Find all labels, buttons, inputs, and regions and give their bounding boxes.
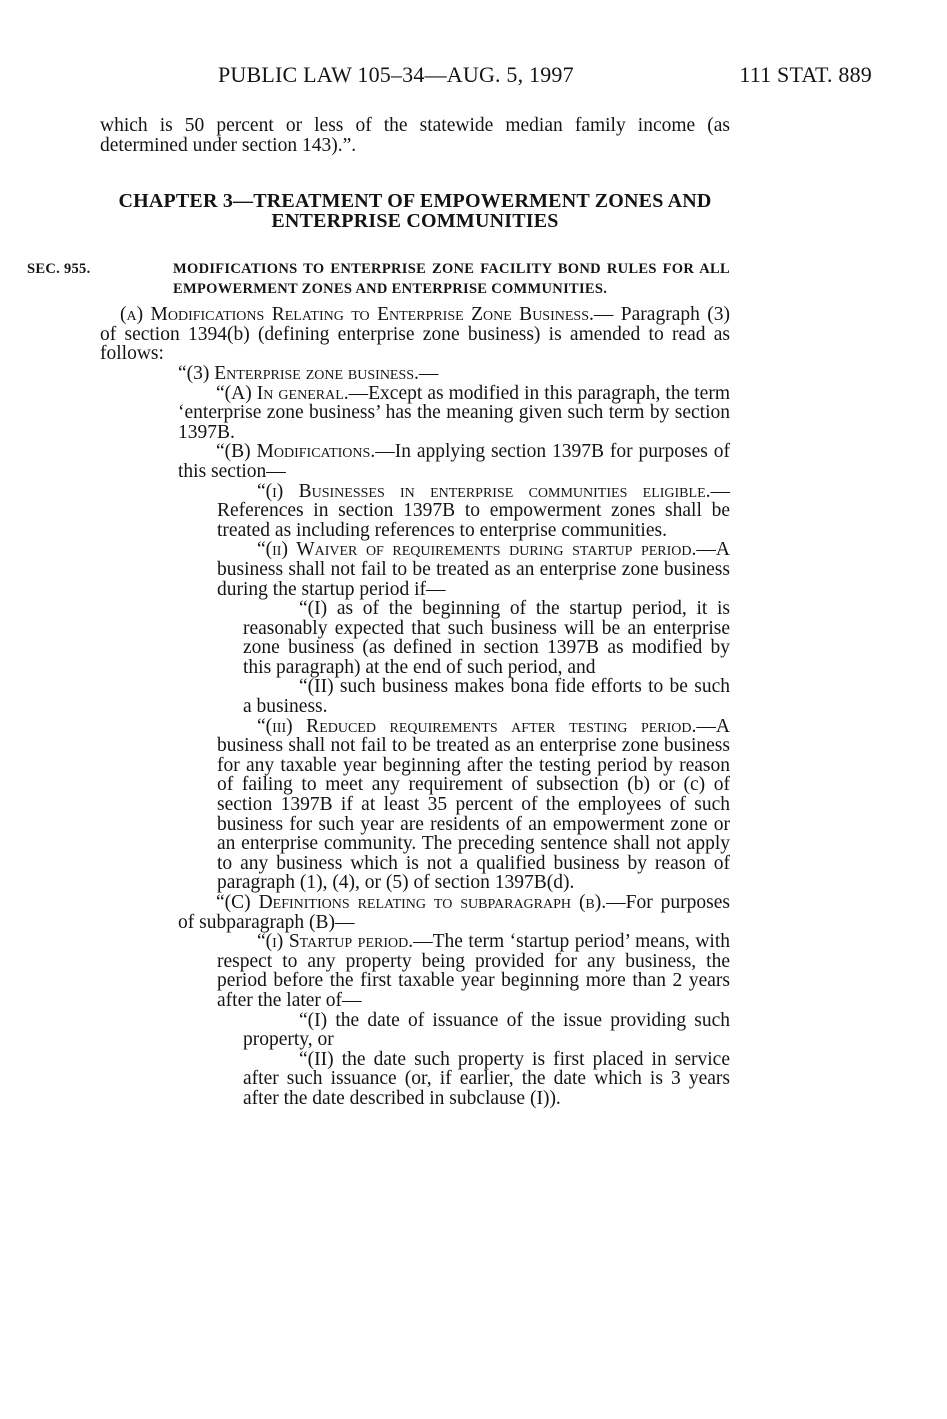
clause-iii [100,717,730,893]
clause-i-text: References in section 1397B to empowerment zones shall be treated as including references to enterprise communities. [217,500,730,541]
clause-iii-text: A business shall not fail to be treated as an enterprise zone business for any taxable year beginning after the testing period by reason of failing to meet any requirement of subsection (b) or (c) of section 1397B if at least 35 percent of the employees of such business for such year are residents of an empowerment zone or an enterprise community. The preceding sentence shall not apply to any business which is not a qualified business by reason of paragraph (1), (4), or (5) of section 1397B(d). [217,715,730,894]
document-body [27,115,731,1109]
subclause-c-i-i: “(I) the date of issuance of the issue providing such property, or [243,1009,730,1051]
clause-ii-text: A business shall not fail to be treated as an enterprise zone business during the startup period if— [217,539,730,600]
clause-c-i-text: The term ‘startup period’ means, with respect to any property being provided for any business, the period before the first taxable year beginning more than 2 years after the later of— [217,931,730,1011]
paragraph-3-heading-text: “(3) Enterprise zone business.— [178,362,439,384]
section-number: SEC. 955. [27,261,91,278]
intro-paragraph: which is 50 percent or less of the statewide median family income (as determined under section 143).”. [100,115,730,156]
chapter-title: CHAPTER 3—TREATMENT OF EMPOWERMENT ZONES AND ENTERPRISE COMMUNITIES [118,190,712,233]
paragraph-3-heading [100,364,730,384]
subparagraph-b-text: In applying section 1397B for purposes of this section— [178,441,730,482]
subclause-c-i-ii: “(II) the date such property is first placed in service after such issuance (or, if earlier, the date which is 3 years after the date described in subclause (I)). [243,1048,730,1109]
page-header [100,62,872,92]
clause-c-i [100,932,730,1010]
clause-i [100,482,730,541]
subparagraph-c [100,893,730,932]
subparagraph-a-heading: “(A) In general.— [216,382,369,404]
section-heading [27,259,730,299]
subparagraph-c-text: For purposes of subparagraph (B)— [178,892,730,933]
subparagraph-a [100,384,730,443]
clause-iii-heading: “(iii) Reduced requirements after testing period.— [257,715,716,737]
subsection-a [100,305,730,364]
clause-ii-heading: “(ii) Waiver of requirements during startup period.— [257,539,716,561]
clause-i-heading: “(i) Businesses in enterprise communities eligible.— [257,480,730,502]
subclause-ii-ii: “(II) such business makes bona fide efforts to be such a business. [243,676,730,718]
subsection-a-text: Paragraph (3) of section 1394(b) (defining enterprise zone business) is amended to read as follows: [100,304,731,365]
subparagraph-c-heading: “(C) Definitions relating to subparagraph (b).— [216,892,626,913]
page-number: 111 STAT. 889 [739,62,872,87]
subparagraph-b [100,442,730,481]
subparagraph-a-text: Except as modified in this paragraph, the term ‘enterprise zone business’ has the meaning given such term by section 1397B. [178,382,731,443]
clause-c-i-heading: “(i) Startup period.— [257,931,433,953]
section-title: MODIFICATIONS TO ENTERPRISE ZONE FACILITY BOND RULES FOR ALL EMPOWERMENT ZONES AND ENTERPRISE COMMUNITIES. [173,261,730,298]
subclause-ii-i: “(I) as of the beginning of the startup period, it is reasonably expected that such business will be an enterprise zone business (as defined in section 1397B as modified by this paragraph) at the end of such period, and [243,598,730,678]
subsection-a-heading: (a) Modifications Relating to Enterprise Zone Business.— [120,304,614,326]
clause-ii [100,540,730,599]
running-head: PUBLIC LAW 105–34—AUG. 5, 1997 [218,62,574,87]
subparagraph-b-heading: “(B) Modifications.— [216,441,395,463]
